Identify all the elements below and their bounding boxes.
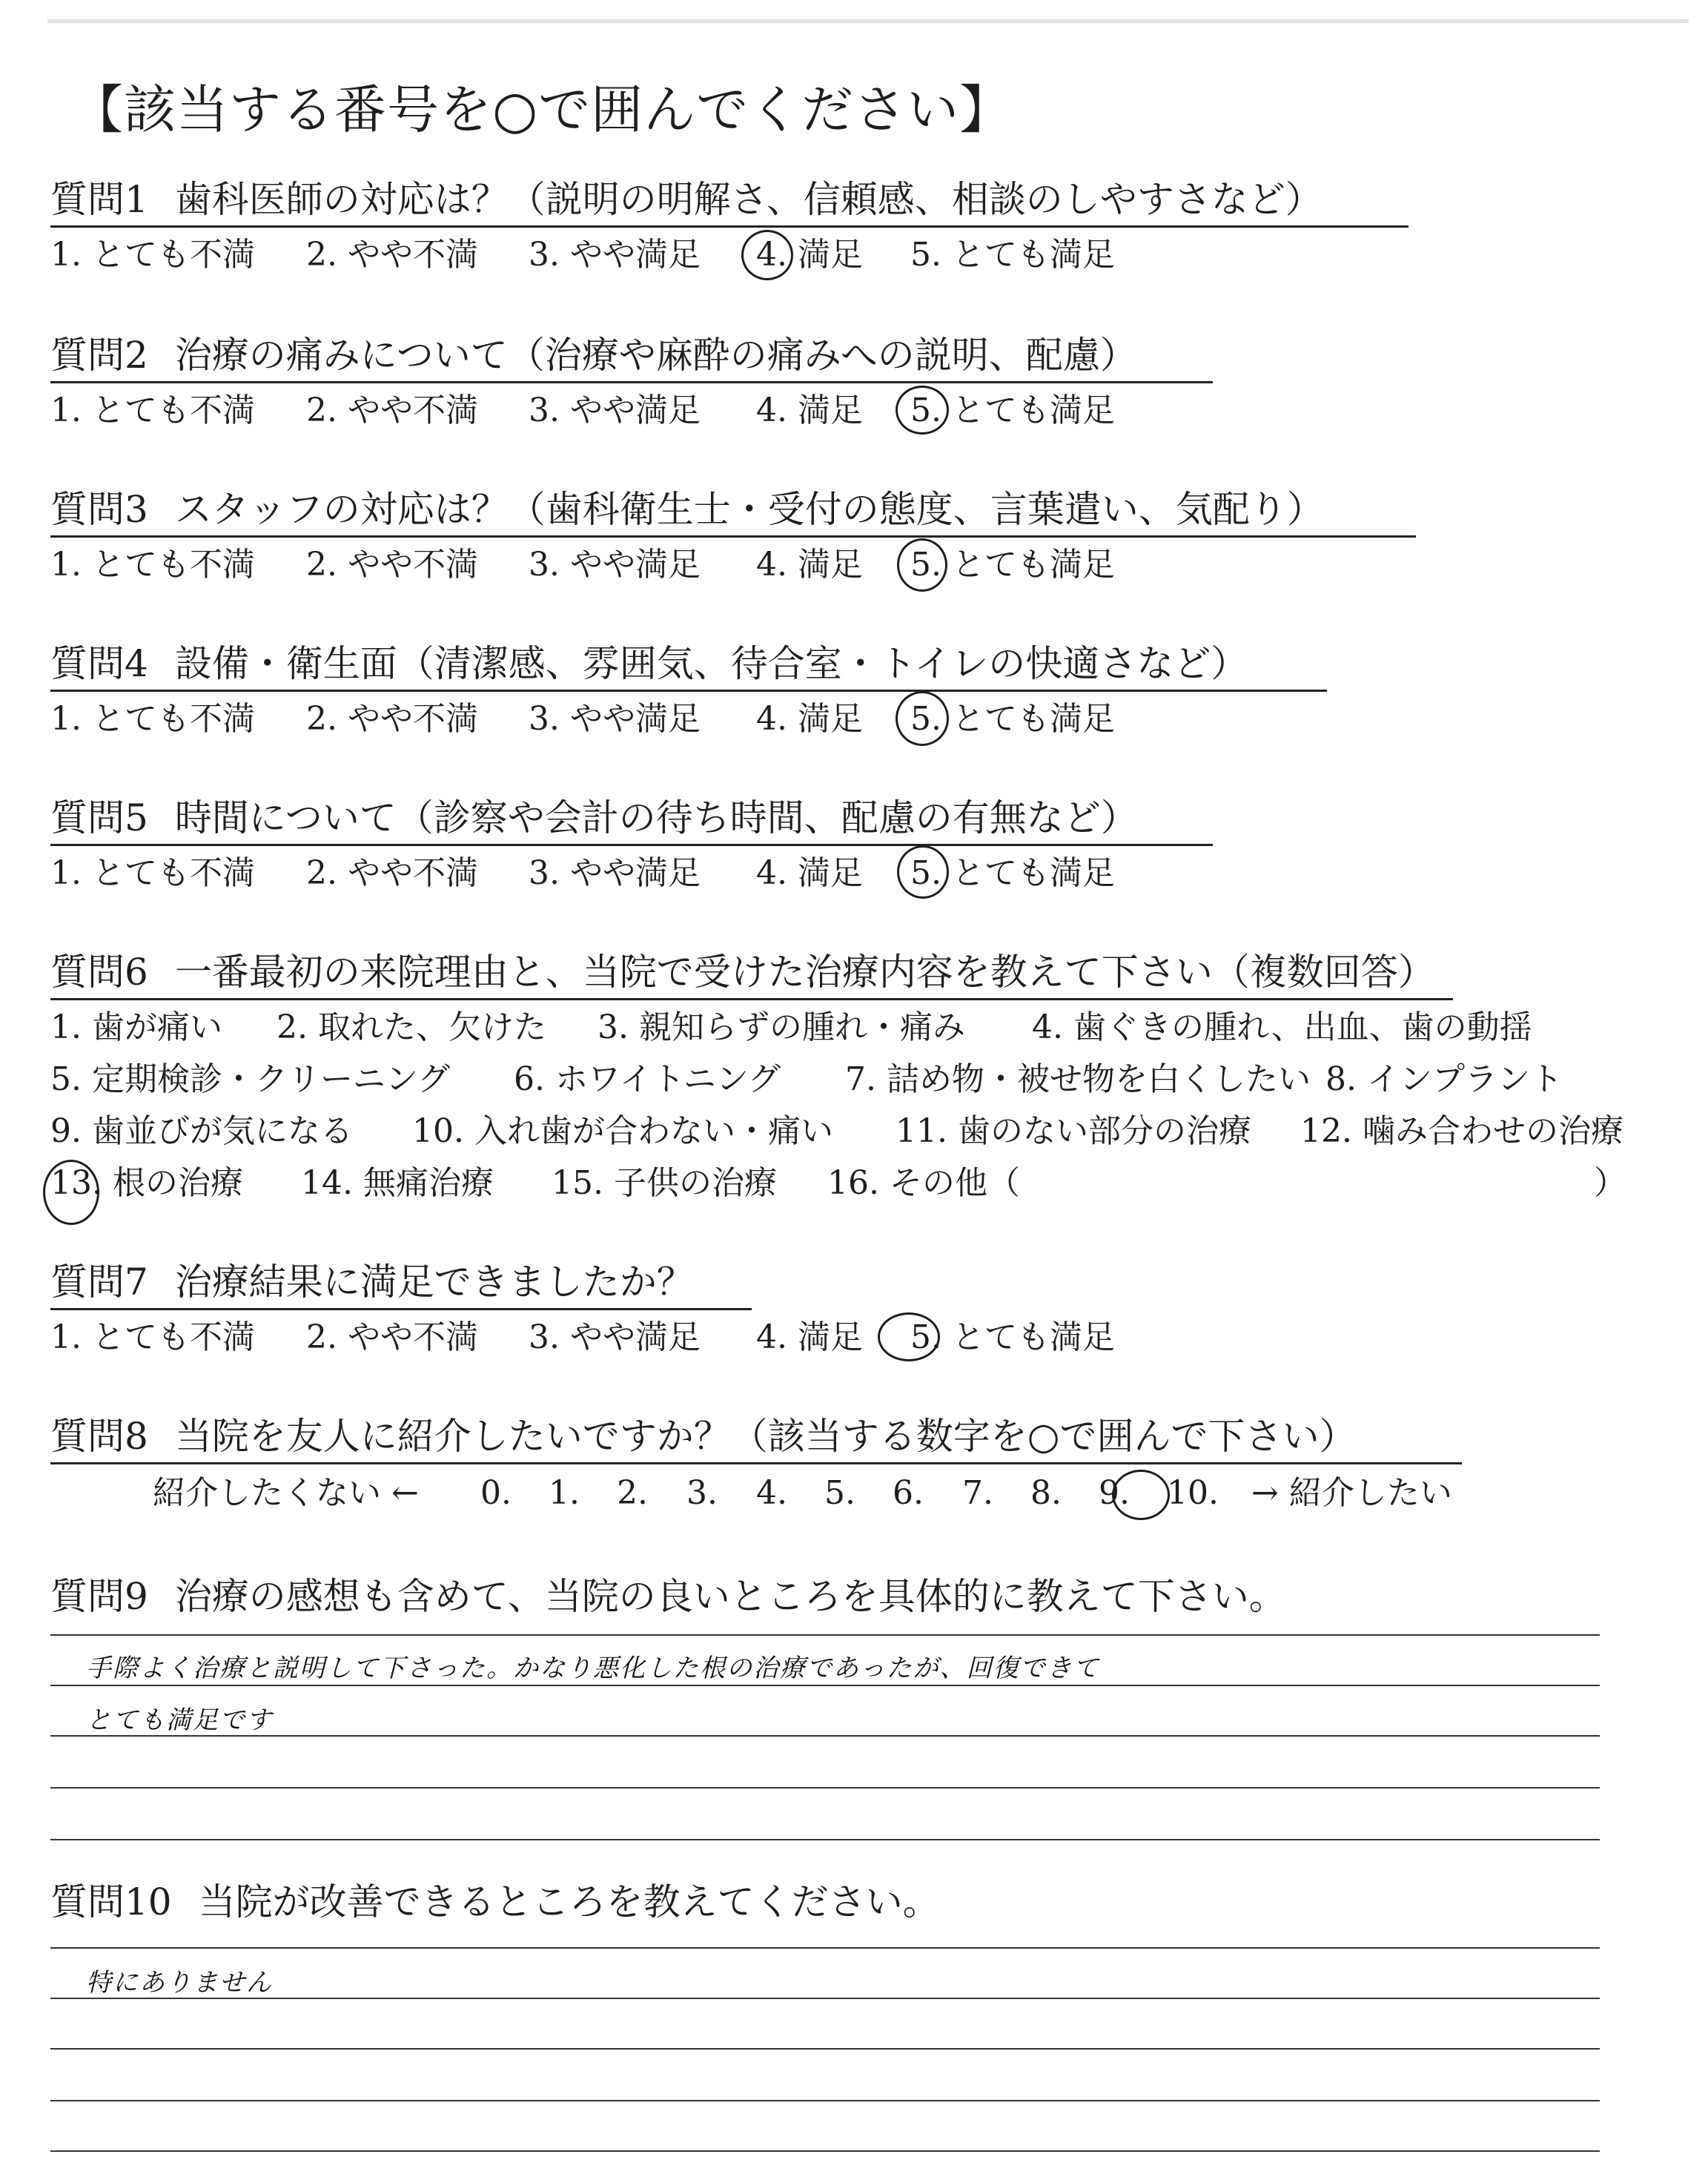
question-number: 質問1 <box>50 178 148 221</box>
option-5[interactable]: 5. 定期検診・クリーニング <box>50 1060 451 1098</box>
option-11[interactable]: 11. 歯のない部分の治療 <box>896 1112 1251 1150</box>
scale-0[interactable]: 0. <box>480 1474 512 1512</box>
question-2-title <box>50 334 1137 377</box>
option-2[interactable]: 2. やや不満 <box>306 546 478 584</box>
option-1[interactable]: 1. とても不満 <box>50 854 255 892</box>
scan-edge-line <box>47 19 1689 23</box>
option-2[interactable]: 2. やや不満 <box>306 1318 478 1356</box>
option-4[interactable]: 4. 満足 <box>756 700 863 738</box>
question-number: 質問3 <box>50 488 148 531</box>
option-3[interactable]: 3. やや満足 <box>529 854 701 892</box>
option-5[interactable]: 5. とても満足 <box>910 1318 1115 1356</box>
question-6-underline <box>50 998 1453 1000</box>
question-2-underline <box>50 381 1213 383</box>
scale-right-label: → 紹介したい <box>1251 1474 1452 1512</box>
option-2[interactable]: 2. やや不満 <box>306 854 478 892</box>
scale-2[interactable]: 2. <box>617 1474 648 1512</box>
option-1[interactable]: 1. とても不満 <box>50 1318 255 1356</box>
question-text: 当院が改善できるところを教えてください。 <box>198 1880 940 1923</box>
question-text: スタッフの対応は？（歯科衛生士・受付の態度、言葉遣い、気配り） <box>174 488 1324 531</box>
option-1[interactable]: 1. 歯が痛い <box>50 1008 222 1046</box>
option-4[interactable]: 4. 満足 <box>756 546 863 584</box>
answer-line <box>50 1787 1600 1789</box>
option-1[interactable]: 1. とても不満 <box>50 546 255 584</box>
option-1[interactable]: 1. とても不満 <box>50 236 255 274</box>
question-5-underline <box>50 844 1213 846</box>
option-1[interactable]: 1. とても不満 <box>50 392 255 429</box>
answer-line <box>50 2150 1600 2152</box>
answer-line <box>50 1998 1600 1999</box>
option-3[interactable]: 3. やや満足 <box>529 1318 701 1356</box>
option-5[interactable]: 5. とても満足 <box>910 700 1115 738</box>
scale-9[interactable]: 9. <box>1099 1474 1130 1512</box>
answer-line <box>50 1685 1600 1686</box>
scale-6[interactable]: 6. <box>893 1474 924 1512</box>
option-5[interactable]: 5. とても満足 <box>910 236 1115 274</box>
question-5-title <box>50 796 1138 839</box>
option-1[interactable]: 1. とても不満 <box>50 700 255 738</box>
option-12[interactable]: 12. 噛み合わせの治療 <box>1300 1112 1623 1150</box>
handwritten-answer: 特にありません <box>86 1968 273 1998</box>
answer-line <box>50 1735 1600 1737</box>
question-7-underline <box>50 1308 752 1310</box>
question-1-underline <box>50 225 1409 228</box>
other-close-paren: ） <box>1594 1164 1626 1202</box>
scale-10[interactable]: 10. <box>1167 1474 1219 1512</box>
option-2[interactable]: 2. 取れた、欠けた <box>277 1008 546 1046</box>
question-7-title <box>50 1261 694 1304</box>
question-3-underline <box>50 535 1416 538</box>
option-6[interactable]: 6. ホワイトニング <box>514 1060 781 1098</box>
option-5[interactable]: 5. とても満足 <box>910 854 1115 892</box>
question-number: 質問6 <box>50 951 148 994</box>
option-4[interactable]: 4. 満足 <box>756 1318 863 1356</box>
question-text: 当院を友人に紹介したいですか？（該当する数字を○で囲んで下さい） <box>174 1415 1357 1458</box>
scale-7[interactable]: 7. <box>962 1474 993 1512</box>
question-text: 時間について（診察や会計の待ち時間、配慮の有無など） <box>174 796 1138 839</box>
option-10[interactable]: 10. 入れ歯が合わない・痛い <box>412 1112 833 1150</box>
option-14[interactable]: 14. 無痛治療 <box>301 1164 494 1202</box>
question-text: 歯科医師の対応は？（説明の明解さ、信頼感、相談のしやすさなど） <box>174 178 1323 221</box>
option-5[interactable]: 5. とても満足 <box>910 546 1115 584</box>
question-text: 治療の痛みについて（治療や麻酔の痛みへの説明、配慮） <box>174 334 1137 377</box>
question-text: 一番最初の来院理由と、当院で受けた治療内容を教えて下さい（複数回答） <box>174 951 1435 994</box>
scale-4[interactable]: 4. <box>756 1474 787 1512</box>
option-4[interactable]: 4. 満足 <box>756 236 863 274</box>
question-text: 設備・衛生面（清潔感、雰囲気、待合室・トイレの快適さなど） <box>174 642 1248 685</box>
answer-line <box>50 1947 1600 1949</box>
option-2[interactable]: 2. やや不満 <box>306 392 478 429</box>
question-number: 質問2 <box>50 334 148 377</box>
option-7[interactable]: 7. 詰め物・被せ物を白くしたい <box>845 1060 1311 1098</box>
option-8[interactable]: 8. インプラント <box>1325 1060 1563 1098</box>
option-3[interactable]: 3. やや満足 <box>529 236 701 274</box>
question-3-title <box>50 488 1324 531</box>
question-4-underline <box>50 690 1327 692</box>
question-6-title <box>50 951 1435 994</box>
option-13[interactable]: 13. 根の治療 <box>50 1164 243 1202</box>
handwritten-answer-line-2: とても満足です <box>86 1705 273 1735</box>
question-1-title <box>50 178 1323 221</box>
question-8-underline <box>50 1462 1462 1464</box>
option-9[interactable]: 9. 歯並びが気になる <box>50 1112 353 1150</box>
question-text: 治療の感想も含めて、当院の良いところを具体的に教えて下さい。 <box>174 1575 1286 1618</box>
handwritten-answer-line-1: 手際よく治療と説明して下さった。かなり悪化した根の治療であったが、回復できて <box>86 1654 1100 1683</box>
option-3[interactable]: 3. やや満足 <box>529 700 701 738</box>
question-number: 質問7 <box>50 1261 148 1304</box>
option-16-other[interactable]: 16. その他（ <box>827 1164 1020 1202</box>
option-4[interactable]: 4. 満足 <box>756 854 863 892</box>
answer-line <box>50 2100 1600 2101</box>
question-8-title <box>50 1415 1357 1458</box>
option-4[interactable]: 4. 満足 <box>756 392 863 429</box>
scale-8[interactable]: 8. <box>1030 1474 1062 1512</box>
answer-line <box>50 1839 1600 1840</box>
option-15[interactable]: 15. 子供の治療 <box>552 1164 777 1202</box>
option-3[interactable]: 3. 親知らずの腫れ・痛み <box>598 1008 965 1046</box>
scale-1[interactable]: 1. <box>549 1474 580 1512</box>
option-4[interactable]: 4. 歯ぐきの腫れ、出血、歯の動揺 <box>1032 1008 1532 1046</box>
scale-5[interactable]: 5. <box>824 1474 855 1512</box>
answer-line <box>50 1634 1600 1636</box>
option-5[interactable]: 5. とても満足 <box>910 392 1115 429</box>
question-10-title <box>50 1880 940 1923</box>
question-number: 質問10 <box>50 1880 172 1923</box>
question-number: 質問5 <box>50 796 148 839</box>
answer-line <box>50 2048 1600 2050</box>
option-3[interactable]: 3. やや満足 <box>529 392 701 429</box>
question-number: 質問8 <box>50 1415 148 1458</box>
option-3[interactable]: 3. やや満足 <box>529 546 701 584</box>
question-9-title <box>50 1575 1286 1618</box>
option-2[interactable]: 2. やや不満 <box>306 700 478 738</box>
option-2[interactable]: 2. やや不満 <box>306 236 478 274</box>
scale-left-label: 紹介したくない ← <box>153 1474 419 1512</box>
question-text: 治療結果に満足できましたか？ <box>174 1261 694 1304</box>
scale-3[interactable]: 3. <box>686 1474 718 1512</box>
question-number: 質問9 <box>50 1575 148 1618</box>
form-instruction-header: 【該当する番号を○で囲んでください】 <box>71 79 1013 140</box>
question-4-title <box>50 642 1248 685</box>
question-number: 質問4 <box>50 642 148 685</box>
